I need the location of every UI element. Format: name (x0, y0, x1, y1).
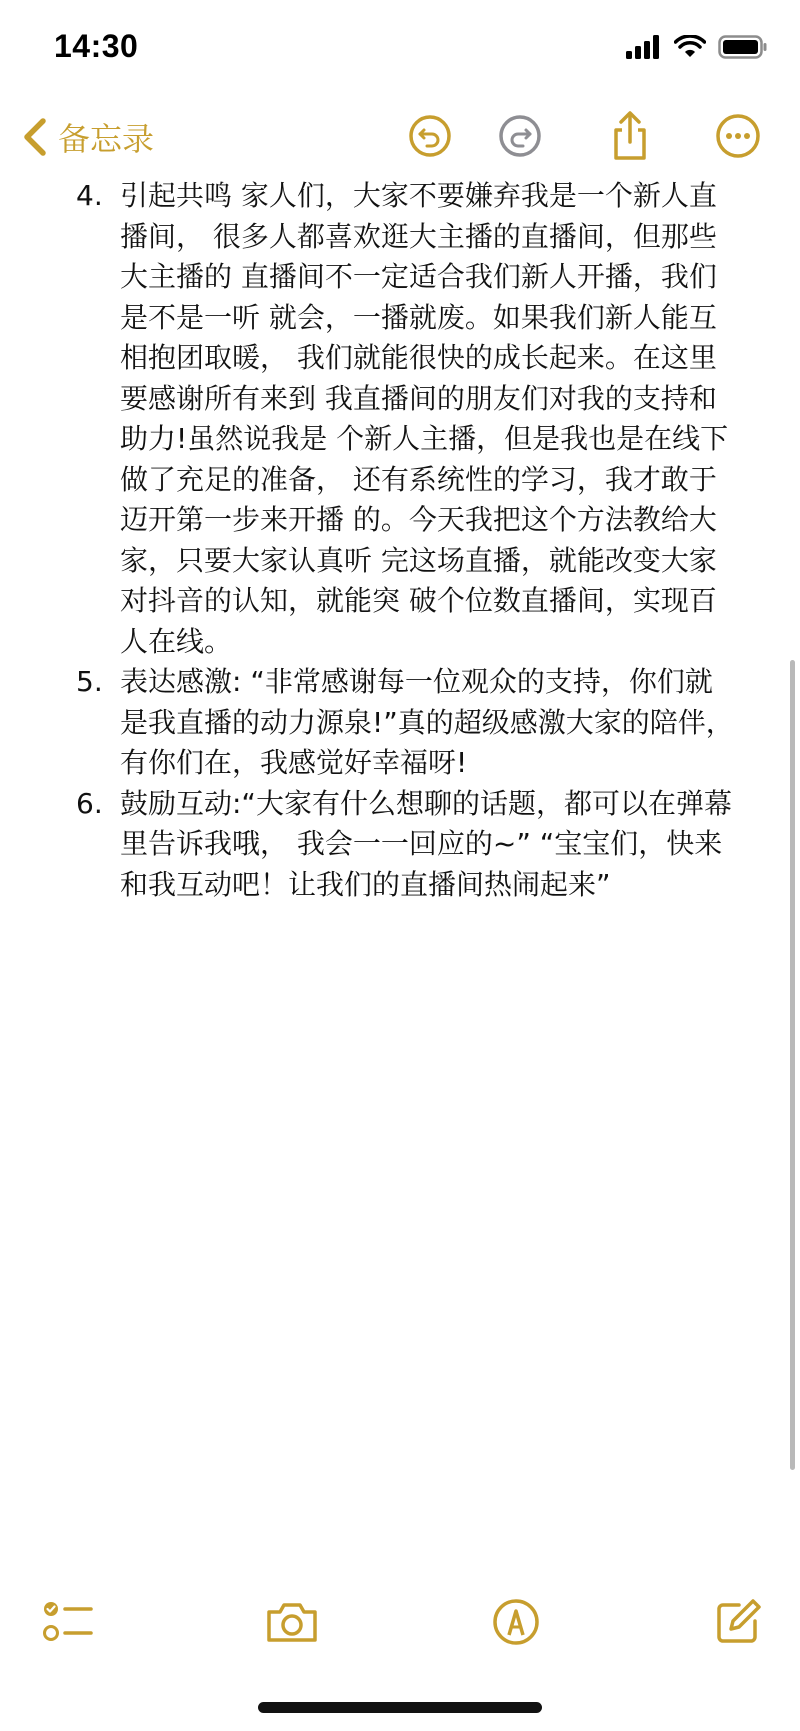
redo-icon (498, 114, 542, 158)
undo-icon (408, 114, 452, 158)
navigation-bar (0, 100, 800, 172)
wifi-icon (674, 35, 706, 59)
checklist-button[interactable] (36, 1590, 100, 1654)
compose-button[interactable] (706, 1590, 770, 1654)
list-number: 4. (76, 179, 103, 212)
share-icon (608, 110, 652, 162)
status-bar (0, 0, 800, 90)
list-item (0, 662, 800, 784)
more-button[interactable] (710, 108, 766, 164)
status-time: 14:30 (54, 28, 139, 64)
cellular-signal-icon (626, 35, 662, 59)
battery-icon (718, 35, 768, 59)
camera-button[interactable] (260, 1590, 324, 1654)
list-number: 5. (76, 665, 103, 698)
back-label: 备忘录 (58, 120, 155, 158)
checklist-icon (41, 1597, 95, 1647)
share-button[interactable] (602, 108, 658, 164)
markup-pen-icon (491, 1597, 541, 1647)
camera-icon (265, 1600, 319, 1644)
ellipsis-icon (715, 113, 761, 159)
note-body[interactable] (0, 176, 800, 905)
bottom-toolbar (0, 1590, 800, 1660)
compose-icon (713, 1597, 763, 1647)
scrollbar[interactable] (790, 660, 795, 1470)
list-text: 引起共鸣 家人们，大家不要嫌弃我是一个新人直播间， 很多人都喜欢逛大主播的直播间，但那些大主播的 直播间不一定适合我们新人开播，我们是不是一听 就会，一播就废。如果我们新人能互相抱团取暖， 我们就能很快的成长起来。在这里要感谢所有来到 我直播间的朋友们对我的支持和助力!虽然说我是 个新人主播，但是我也是在线下做了充足的准备， 还有系统性的学习，我才敢于迈开第一步来开播 的。今天我把这个方法教给大家，只要大家认真听 完这场直播，就能改变大家对抖音的认知，就能突 破个位数直播间，实现百人在线。 (120, 179, 729, 658)
back-button[interactable] (22, 112, 154, 162)
list-number: 6. (76, 786, 103, 820)
status-icons (626, 30, 768, 64)
list-item (0, 176, 800, 662)
chevron-left-icon (22, 117, 48, 157)
redo-button[interactable] (492, 108, 548, 164)
list-text: 鼓励互动:“大家有什么想聊的话题，都可以在弹幕里告诉我哦， 我会一一回应的~” “宝宝们，快来和我互动吧！让我们的直播间热闹起来” (120, 786, 732, 901)
markup-button[interactable] (484, 1590, 548, 1654)
undo-button[interactable] (402, 108, 458, 164)
list-text: 表达感激: “非常感谢每一位观众的支持，你们就是我直播的动力源泉!”真的超级感激大家的陪伴，有你们在，我感觉好幸福呀! (120, 665, 734, 779)
list-item (0, 784, 800, 906)
home-indicator[interactable] (258, 1702, 542, 1713)
